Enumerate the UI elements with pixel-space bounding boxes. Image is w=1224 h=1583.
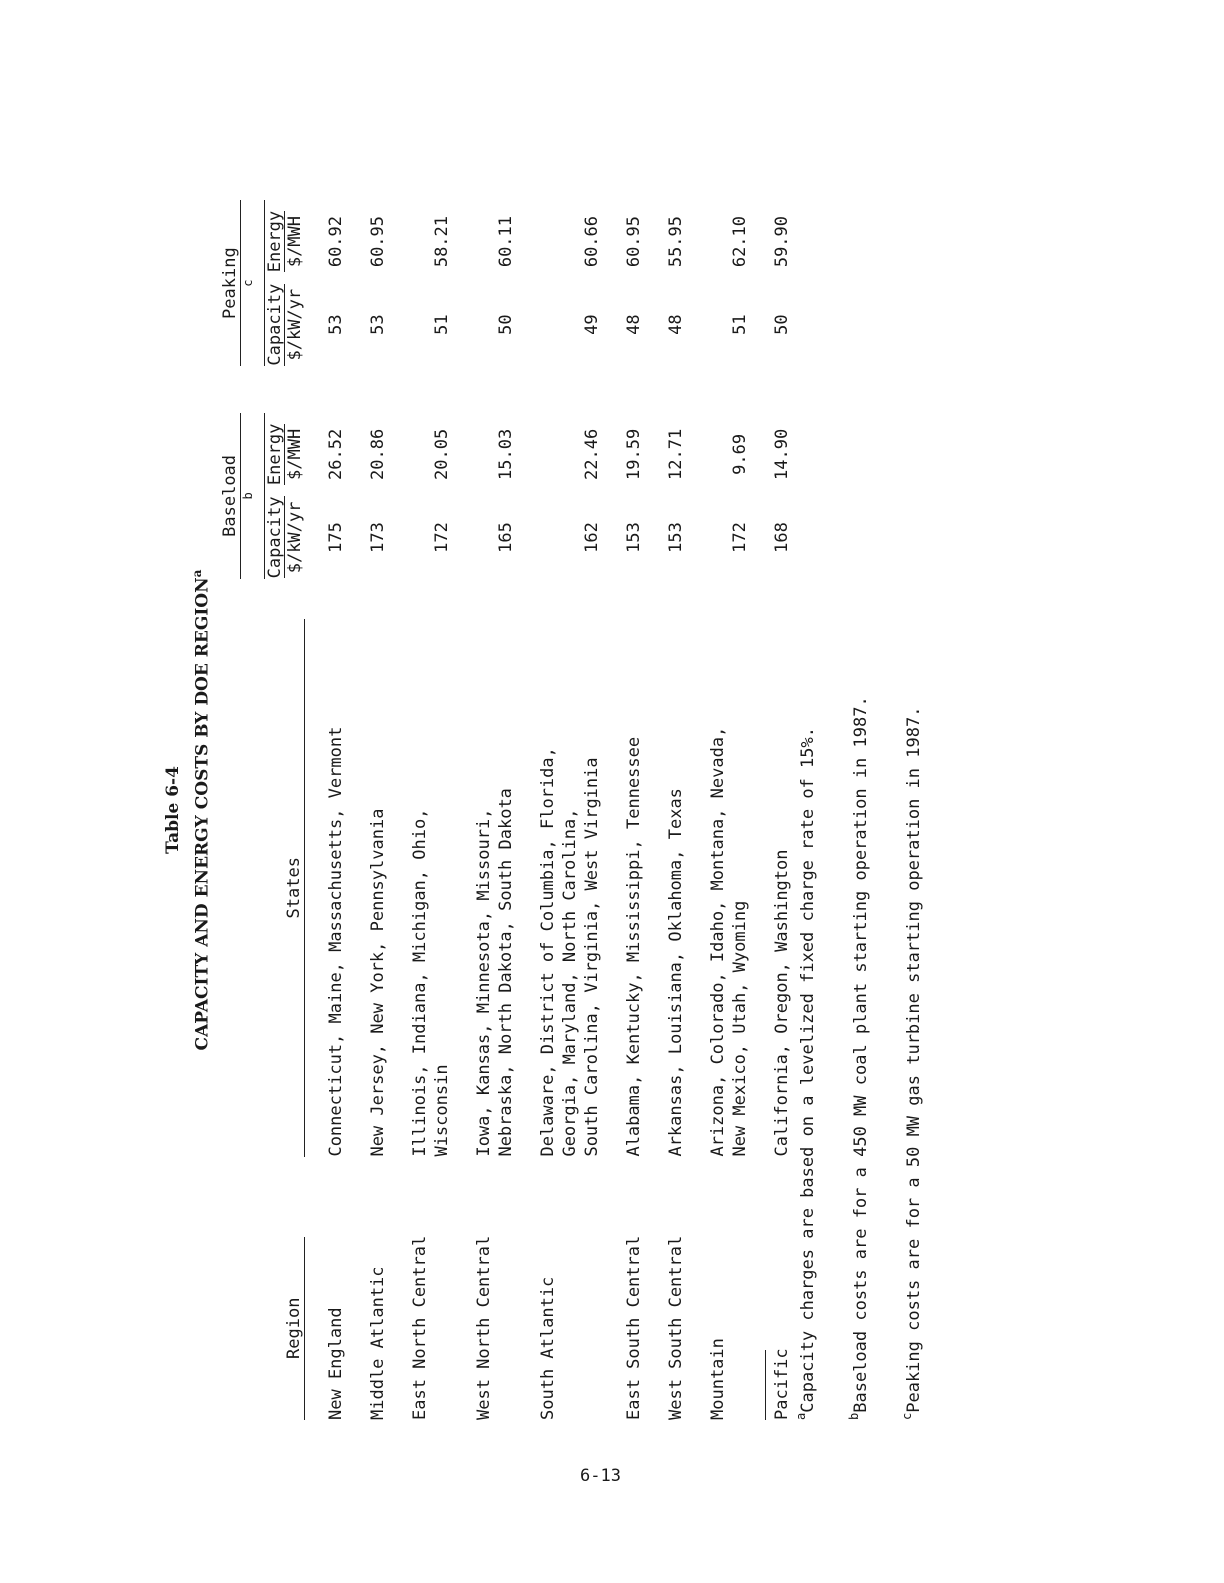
header-energy-unit: $/MWH: [284, 428, 305, 480]
peaking-energy-cell: 55.95: [665, 215, 686, 268]
peaking-energy-cell: 60.95: [367, 215, 388, 268]
footnote: [831, 320, 884, 1420]
footnote-text: Baseload costs are for a 450 MW coal plant starting operation in 1987.: [851, 696, 871, 1413]
states-cell: Alabama, Kentucky, Mississippi, Tennessee: [623, 736, 644, 1157]
table-title: [160, 200, 214, 1420]
region-cell: East South Central: [623, 1235, 644, 1420]
peaking-capacity-cell: 50: [495, 314, 516, 335]
region-cell: West North Central: [473, 1235, 494, 1420]
header-capacity-label: Capacity: [264, 496, 285, 579]
header-capacity-label: Capacity: [264, 283, 285, 366]
peaking-energy-cell: 59.90: [771, 215, 792, 268]
header-states: [220, 579, 305, 1157]
table-row: [453, 200, 517, 1420]
table-row: [347, 200, 389, 1420]
footnote-text: Peaking costs are for a 50 MW gas turbine starting operation in 1987.: [904, 706, 924, 1413]
baseload-capacity-cell: 153: [623, 522, 644, 553]
baseload-energy-cell: 19.59: [623, 428, 644, 480]
spacer-cell: [389, 366, 453, 413]
baseload-capacity-cell: 175: [325, 522, 346, 553]
baseload-capacity-cell: 162: [581, 522, 602, 553]
header-energy-unit: $/MWH: [284, 215, 305, 268]
spacer-cell: [687, 366, 751, 413]
baseload-capacity-cell: 153: [665, 522, 686, 553]
baseload-energy-cell: 20.05: [431, 428, 452, 480]
peaking-capacity-cell: 48: [665, 314, 686, 335]
states-cell: Iowa, Kansas, Minnesota, Missouri, Nebraska, North Dakota, South Dakota: [473, 788, 516, 1157]
baseload-energy-cell: 26.52: [325, 428, 346, 480]
baseload-energy-cell: 22.46: [581, 428, 602, 480]
peaking-capacity-cell: 48: [623, 314, 644, 335]
footnotes: [778, 320, 937, 1420]
header-energy-label: Energy: [264, 423, 285, 486]
header-region-label: Region: [284, 1237, 305, 1420]
header-states-label: States: [284, 619, 305, 1157]
baseload-capacity-cell: 173: [367, 522, 388, 553]
states-cell: New Jersey, New York, Pennsylvania: [367, 808, 388, 1157]
header-baseload-capacity: [265, 496, 305, 579]
header-spacer-sub: [265, 366, 305, 413]
baseload-capacity-cell: 165: [495, 522, 516, 553]
footnote-mark: b: [847, 1412, 861, 1420]
peaking-capacity-cell: 51: [729, 314, 750, 335]
spacer-cell: [645, 366, 687, 413]
table-body: [305, 200, 793, 1420]
spacer-cell: [453, 366, 517, 413]
header-baseload: [220, 413, 265, 579]
header-peaking-capacity: [265, 283, 305, 366]
baseload-footnote-mark: b: [241, 492, 255, 500]
baseload-energy-cell: 14.90: [771, 428, 792, 480]
baseload-capacity-cell: 172: [729, 522, 750, 553]
table-row: [645, 200, 687, 1420]
baseload-energy-cell: 15.03: [495, 428, 516, 480]
header-row-group: [220, 200, 265, 1420]
caption-footnote-mark: a: [190, 569, 204, 578]
table-number: Table 6-4: [163, 766, 183, 854]
table-row: [389, 200, 453, 1420]
spacer-cell: [517, 366, 603, 413]
peaking-capacity-cell: 53: [367, 314, 388, 335]
baseload-capacity-cell: 168: [771, 522, 792, 553]
table-row: [305, 200, 347, 1420]
header-peaking-text: Peaking: [220, 200, 241, 366]
spacer-cell: [305, 366, 347, 413]
header-energy-label: Energy: [264, 210, 285, 273]
cost-table: [220, 200, 793, 1420]
table-row: [603, 200, 645, 1420]
region-cell: West South Central: [665, 1235, 686, 1420]
peaking-energy-cell: 60.66: [581, 215, 602, 268]
states-cell: Arizona, Colorado, Idaho, Montana, Nevada, New Mexico, Utah, Wyoming: [707, 726, 750, 1157]
footnote-rule: [765, 1350, 766, 1420]
region-cell: South Atlantic: [537, 1276, 558, 1420]
footnote: [884, 320, 937, 1420]
region-cell: East North Central: [409, 1235, 430, 1420]
region-cell: New England: [325, 1307, 346, 1420]
states-cell: Arkansas, Louisiana, Oklahoma, Texas: [665, 788, 686, 1157]
states-cell: Connecticut, Maine, Massachusetts, Vermont: [325, 726, 346, 1157]
header-peaking: [220, 200, 265, 366]
footnote-text: Capacity charges are based on a levelized fixed charge rate of 15%.: [798, 727, 818, 1413]
header-peaking-energy: [265, 200, 305, 283]
baseload-energy-cell: 12.71: [665, 428, 686, 480]
footnote-mark: a: [794, 1412, 808, 1420]
header-region: [220, 1157, 305, 1420]
states-cell: Delaware, District of Columbia, Florida, Georgia, Maryland, North Carolina, South Carolina, Virginia, West Virginia: [537, 747, 602, 1157]
states-cell: Illinois, Indiana, Michigan, Ohio, Wisconsin: [409, 808, 452, 1157]
region-cell: Pacific: [771, 1348, 792, 1420]
header-capacity-unit: $/kW/yr: [284, 501, 305, 574]
peaking-energy-cell: 62.10: [729, 215, 750, 268]
region-cell: Middle Atlantic: [367, 1266, 388, 1420]
peaking-capacity-cell: 49: [581, 314, 602, 335]
region-cell: Mountain: [707, 1338, 728, 1420]
page-number: 6-13: [580, 1466, 621, 1486]
header-baseload-energy: [265, 413, 305, 496]
header-baseload-text: Baseload: [220, 413, 241, 579]
peaking-capacity-cell: 51: [431, 314, 452, 335]
rotated-table-block: [160, 200, 1140, 1420]
peaking-energy-cell: 60.11: [495, 215, 516, 268]
header-baseload-label: [220, 413, 265, 579]
spacer-cell: [347, 366, 389, 413]
peaking-capacity-cell: 53: [325, 314, 346, 335]
table-caption-text: CAPACITY AND ENERGY COSTS BY DOE REGION: [192, 577, 213, 1051]
peaking-capacity-cell: 50: [771, 314, 792, 335]
footnote-mark: c: [900, 1412, 914, 1420]
peaking-footnote-mark: c: [241, 279, 255, 287]
header-capacity-unit: $/kW/yr: [284, 288, 305, 361]
peaking-energy-cell: 58.21: [431, 215, 452, 268]
spacer-cell: [603, 366, 645, 413]
header-peaking-label: [220, 200, 265, 366]
table-caption: [186, 200, 214, 1420]
baseload-energy-cell: 9.69: [729, 433, 750, 475]
states-cell: California, Oregon, Washington: [771, 849, 792, 1157]
table-row: [517, 200, 603, 1420]
footnote: [778, 320, 831, 1420]
table-row: [687, 200, 751, 1420]
peaking-energy-cell: 60.92: [325, 215, 346, 268]
baseload-energy-cell: 20.86: [367, 428, 388, 480]
peaking-energy-cell: 60.95: [623, 215, 644, 268]
header-spacer: [220, 366, 265, 413]
baseload-capacity-cell: 172: [431, 522, 452, 553]
